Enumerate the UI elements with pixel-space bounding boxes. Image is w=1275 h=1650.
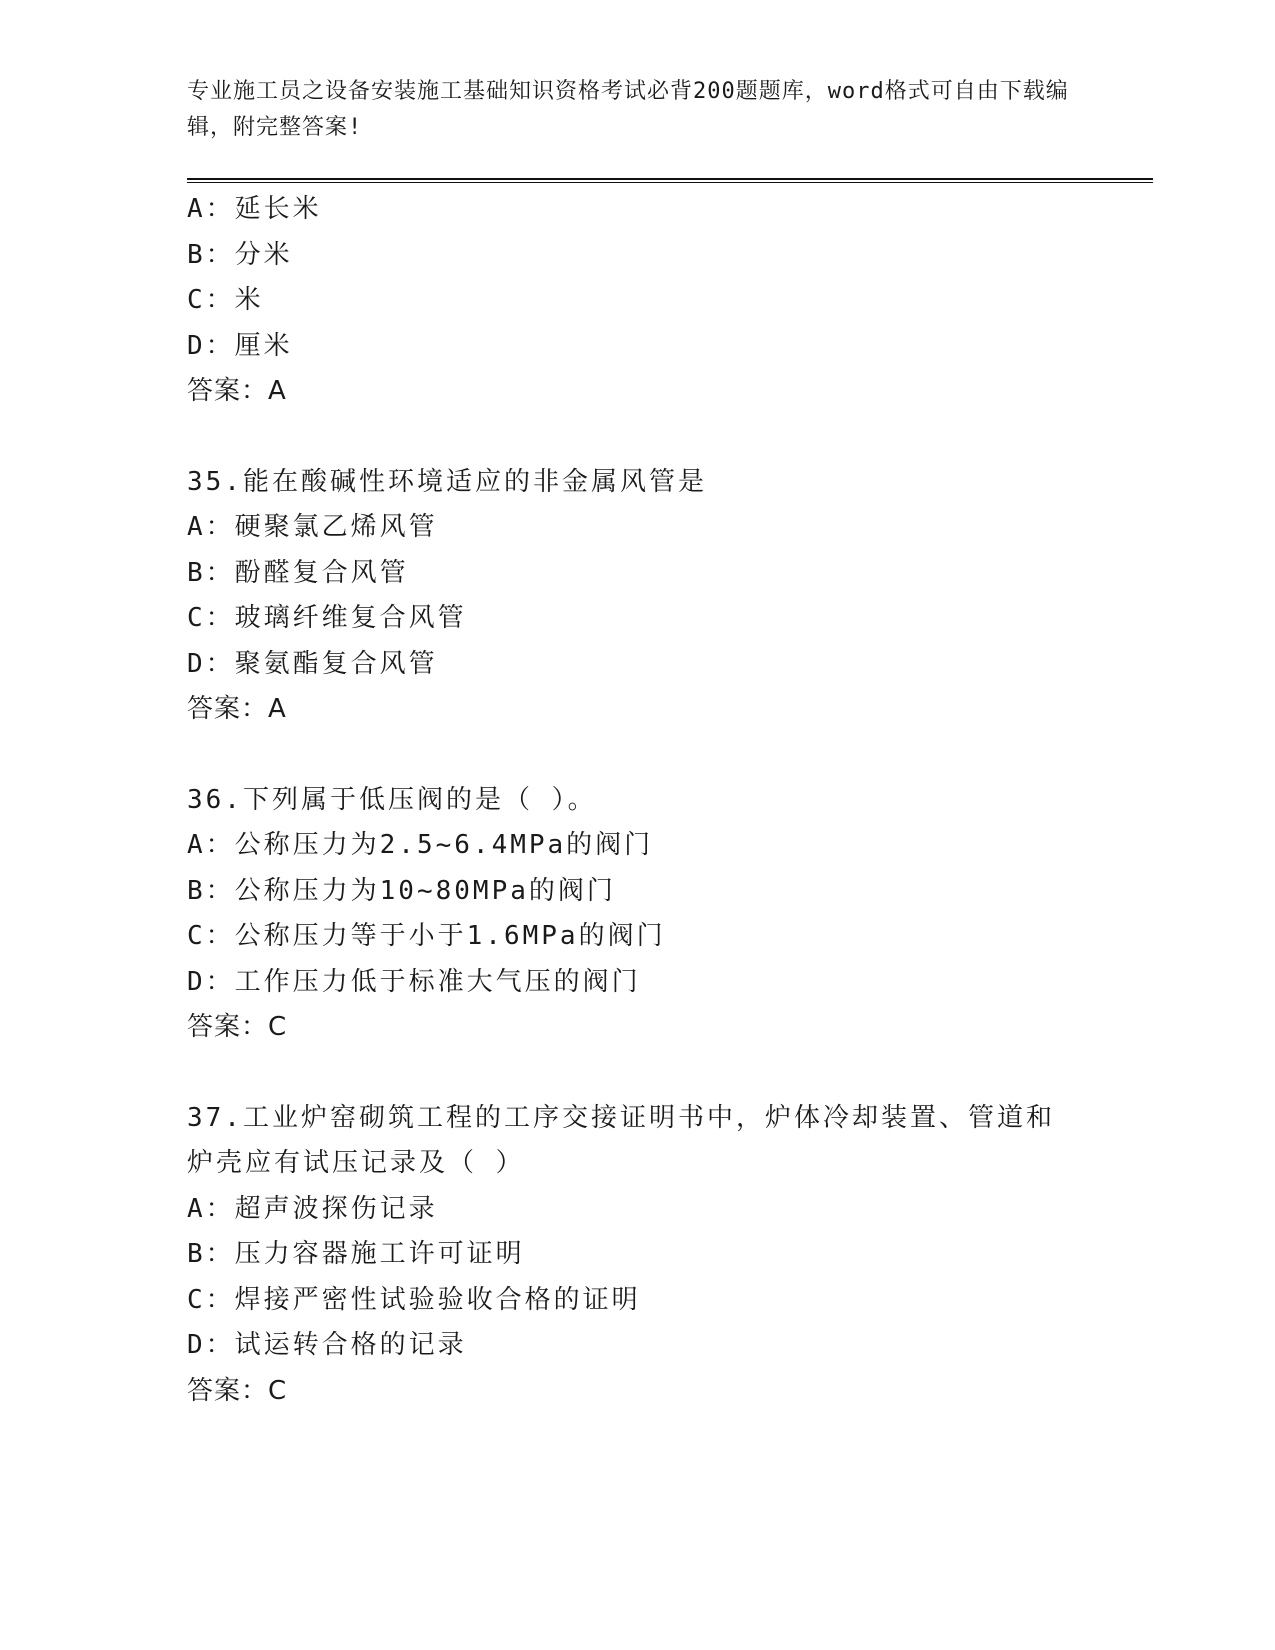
option-d: D：试运转合格的记录 xyxy=(187,1330,467,1360)
answer-line: 答案：A xyxy=(187,376,287,406)
spacer xyxy=(187,733,1137,778)
answer-line: 答案：C xyxy=(187,1012,288,1042)
question-block-36 xyxy=(187,778,1137,1051)
question-stem: 37.工业炉窑砌筑工程的工序交接证明书中，炉体冷却装置、管道和炉壳应有试压记录及（ ） xyxy=(187,1102,1055,1178)
option-c: C：公称压力等于小于1.6MPa的阀门 xyxy=(187,921,666,951)
option-b: B：分米 xyxy=(187,239,293,270)
question-stem: 36.下列属于低压阀的是（ ）。 xyxy=(187,784,597,815)
header-divider xyxy=(187,178,1153,183)
option-a: A：硬聚氯乙烯风管 xyxy=(187,512,438,542)
option-a: A：公称压力为2.5~6.4MPa的阀门 xyxy=(187,830,654,860)
option-a: A：延长米 xyxy=(187,194,322,224)
option-b: B：公称压力为10~80MPa的阀门 xyxy=(187,875,616,906)
option-c: C：米 xyxy=(187,285,264,315)
option-a: A：超声波探伤记录 xyxy=(187,1193,438,1224)
question-block-35 xyxy=(187,460,1137,733)
document-header: 专业施工员之设备安装施工基础知识资格考试必背200题题库，word格式可自由下载编辑，附完整答案! xyxy=(187,79,1069,140)
question-block-37 xyxy=(187,1096,1137,1415)
answer-line: 答案：A xyxy=(187,694,287,724)
question-stem: 35.能在酸碱性环境适应的非金属风管是 xyxy=(187,466,707,497)
answer-line: 答案：C xyxy=(187,1375,288,1406)
option-b: B：压力容器施工许可证明 xyxy=(187,1239,525,1269)
question-block-partial xyxy=(187,187,1137,415)
option-d: D：工作压力低于标准大气压的阀门 xyxy=(187,966,641,997)
spacer xyxy=(187,1051,1137,1096)
option-b: B：酚醛复合风管 xyxy=(187,557,409,588)
option-d: D：厘米 xyxy=(187,330,293,361)
question-list xyxy=(187,187,1137,1414)
spacer xyxy=(187,415,1137,460)
option-c: C：玻璃纤维复合风管 xyxy=(187,603,467,633)
option-c: C：焊接严密性试验验收合格的证明 xyxy=(187,1284,641,1315)
option-d: D：聚氨酯复合风管 xyxy=(187,648,438,679)
